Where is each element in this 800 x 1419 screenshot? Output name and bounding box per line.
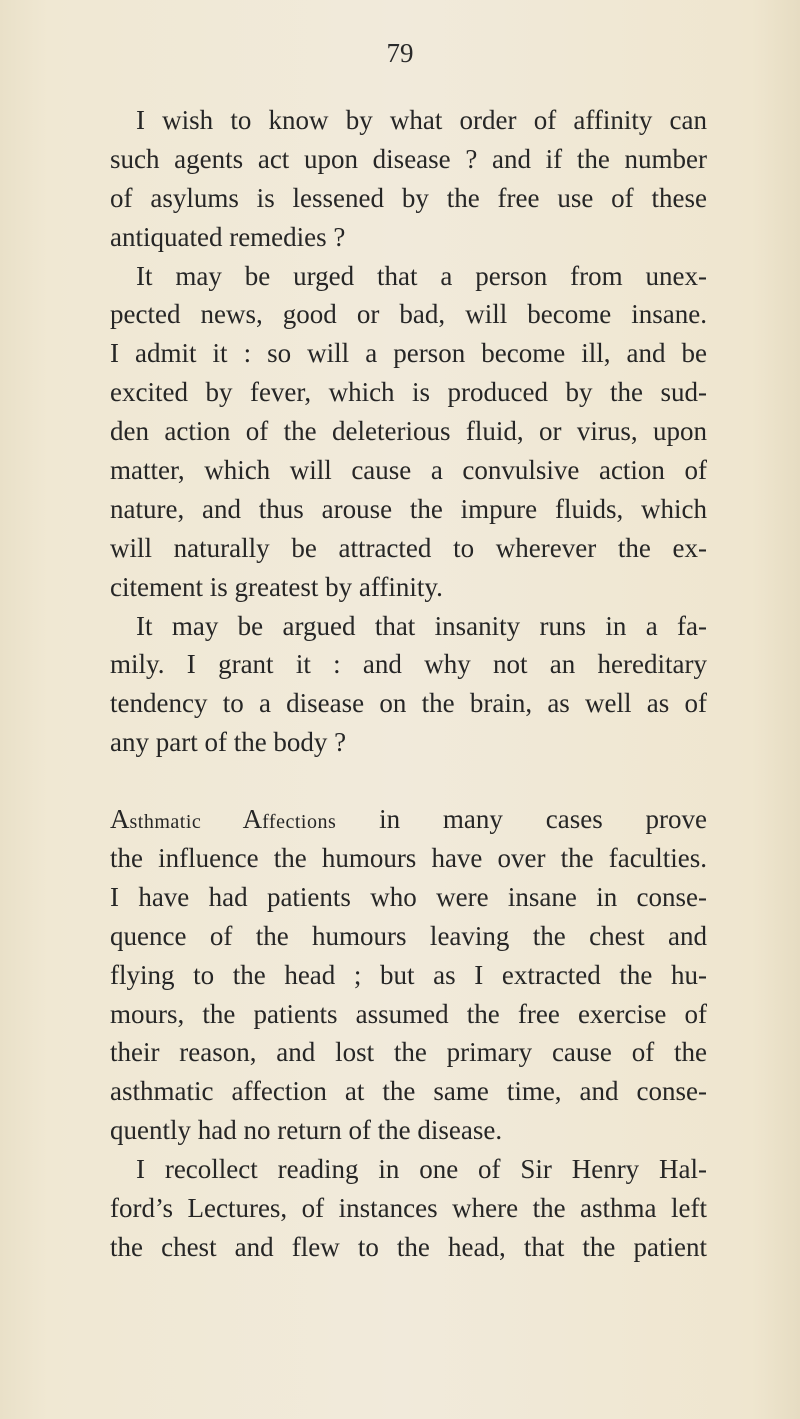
text-line: I admit it : so will a person become ill, and be <box>110 338 707 369</box>
text-line: tendency to a disease on the brain, as well as of <box>110 688 707 719</box>
text-line: matter, which will cause a convulsive action of <box>110 455 707 486</box>
text-line: citement is greatest by affinity. <box>110 571 443 602</box>
text-line: will naturally be attracted to wherever the ex- <box>110 532 707 563</box>
section-gap <box>110 762 707 800</box>
text-line: quently had no return of the disease. <box>110 1115 503 1146</box>
text-line: any part of the body ? <box>110 727 347 758</box>
paragraph-1 <box>110 101 707 257</box>
text-line: I recollect reading in one of Sir Henry Hal- <box>136 1154 707 1185</box>
paragraph-3 <box>110 607 707 763</box>
text-line: mily. I grant it : and why not an hereditary <box>110 649 707 680</box>
paragraph-4 <box>110 800 707 1150</box>
paragraph-5 <box>110 1150 707 1267</box>
page-number: 79 <box>386 38 414 68</box>
text-line: antiquated remedies ? <box>110 221 346 252</box>
heading-initial: A <box>242 804 263 835</box>
heading-continuation: in many cases prove <box>379 804 708 835</box>
text-line: quence of the humours leaving the chest and <box>110 920 707 951</box>
text-line: of asylums is lessened by the free use of these <box>110 182 707 213</box>
text-line: their reason, and lost the primary cause of the <box>110 1037 707 1068</box>
text-line: flying to the head ; but as I extracted the hu- <box>110 959 707 990</box>
heading-line <box>110 800 707 839</box>
text-line: nature, and thus arouse the impure fluids, which <box>110 493 707 524</box>
text-line: asthmatic affection at the same time, and conse- <box>110 1076 707 1107</box>
heading-rest: ffections <box>262 811 337 834</box>
text-line: It may be argued that insanity runs in a fa- <box>136 610 707 641</box>
text-line: I have had patients who were insane in conse- <box>110 881 707 912</box>
heading-rest: sthmatic <box>129 811 202 834</box>
text-line: mours, the patients assumed the free exercise of <box>110 998 707 1029</box>
paragraph-2 <box>110 257 707 607</box>
text-line: ford’s Lectures, of instances where the asthma left <box>110 1193 707 1224</box>
text-line: It may be urged that a person from unex- <box>136 260 707 291</box>
small-caps-heading <box>110 804 336 834</box>
text-line: den action of the deleterious fluid, or virus, upon <box>110 416 707 447</box>
text-line: excited by fever, which is produced by the sud- <box>110 377 707 408</box>
text-line: such agents act upon disease ? and if the number <box>110 143 707 174</box>
text-line: the chest and flew to the head, that the patient <box>110 1231 707 1262</box>
heading-initial: A <box>110 804 130 835</box>
text-line: the influence the humours have over the faculties. <box>110 843 707 874</box>
text-line: I wish to know by what order of affinity can <box>136 105 707 135</box>
text-line: pected news, good or bad, will become insane. <box>110 299 707 330</box>
body-text <box>110 101 707 1267</box>
